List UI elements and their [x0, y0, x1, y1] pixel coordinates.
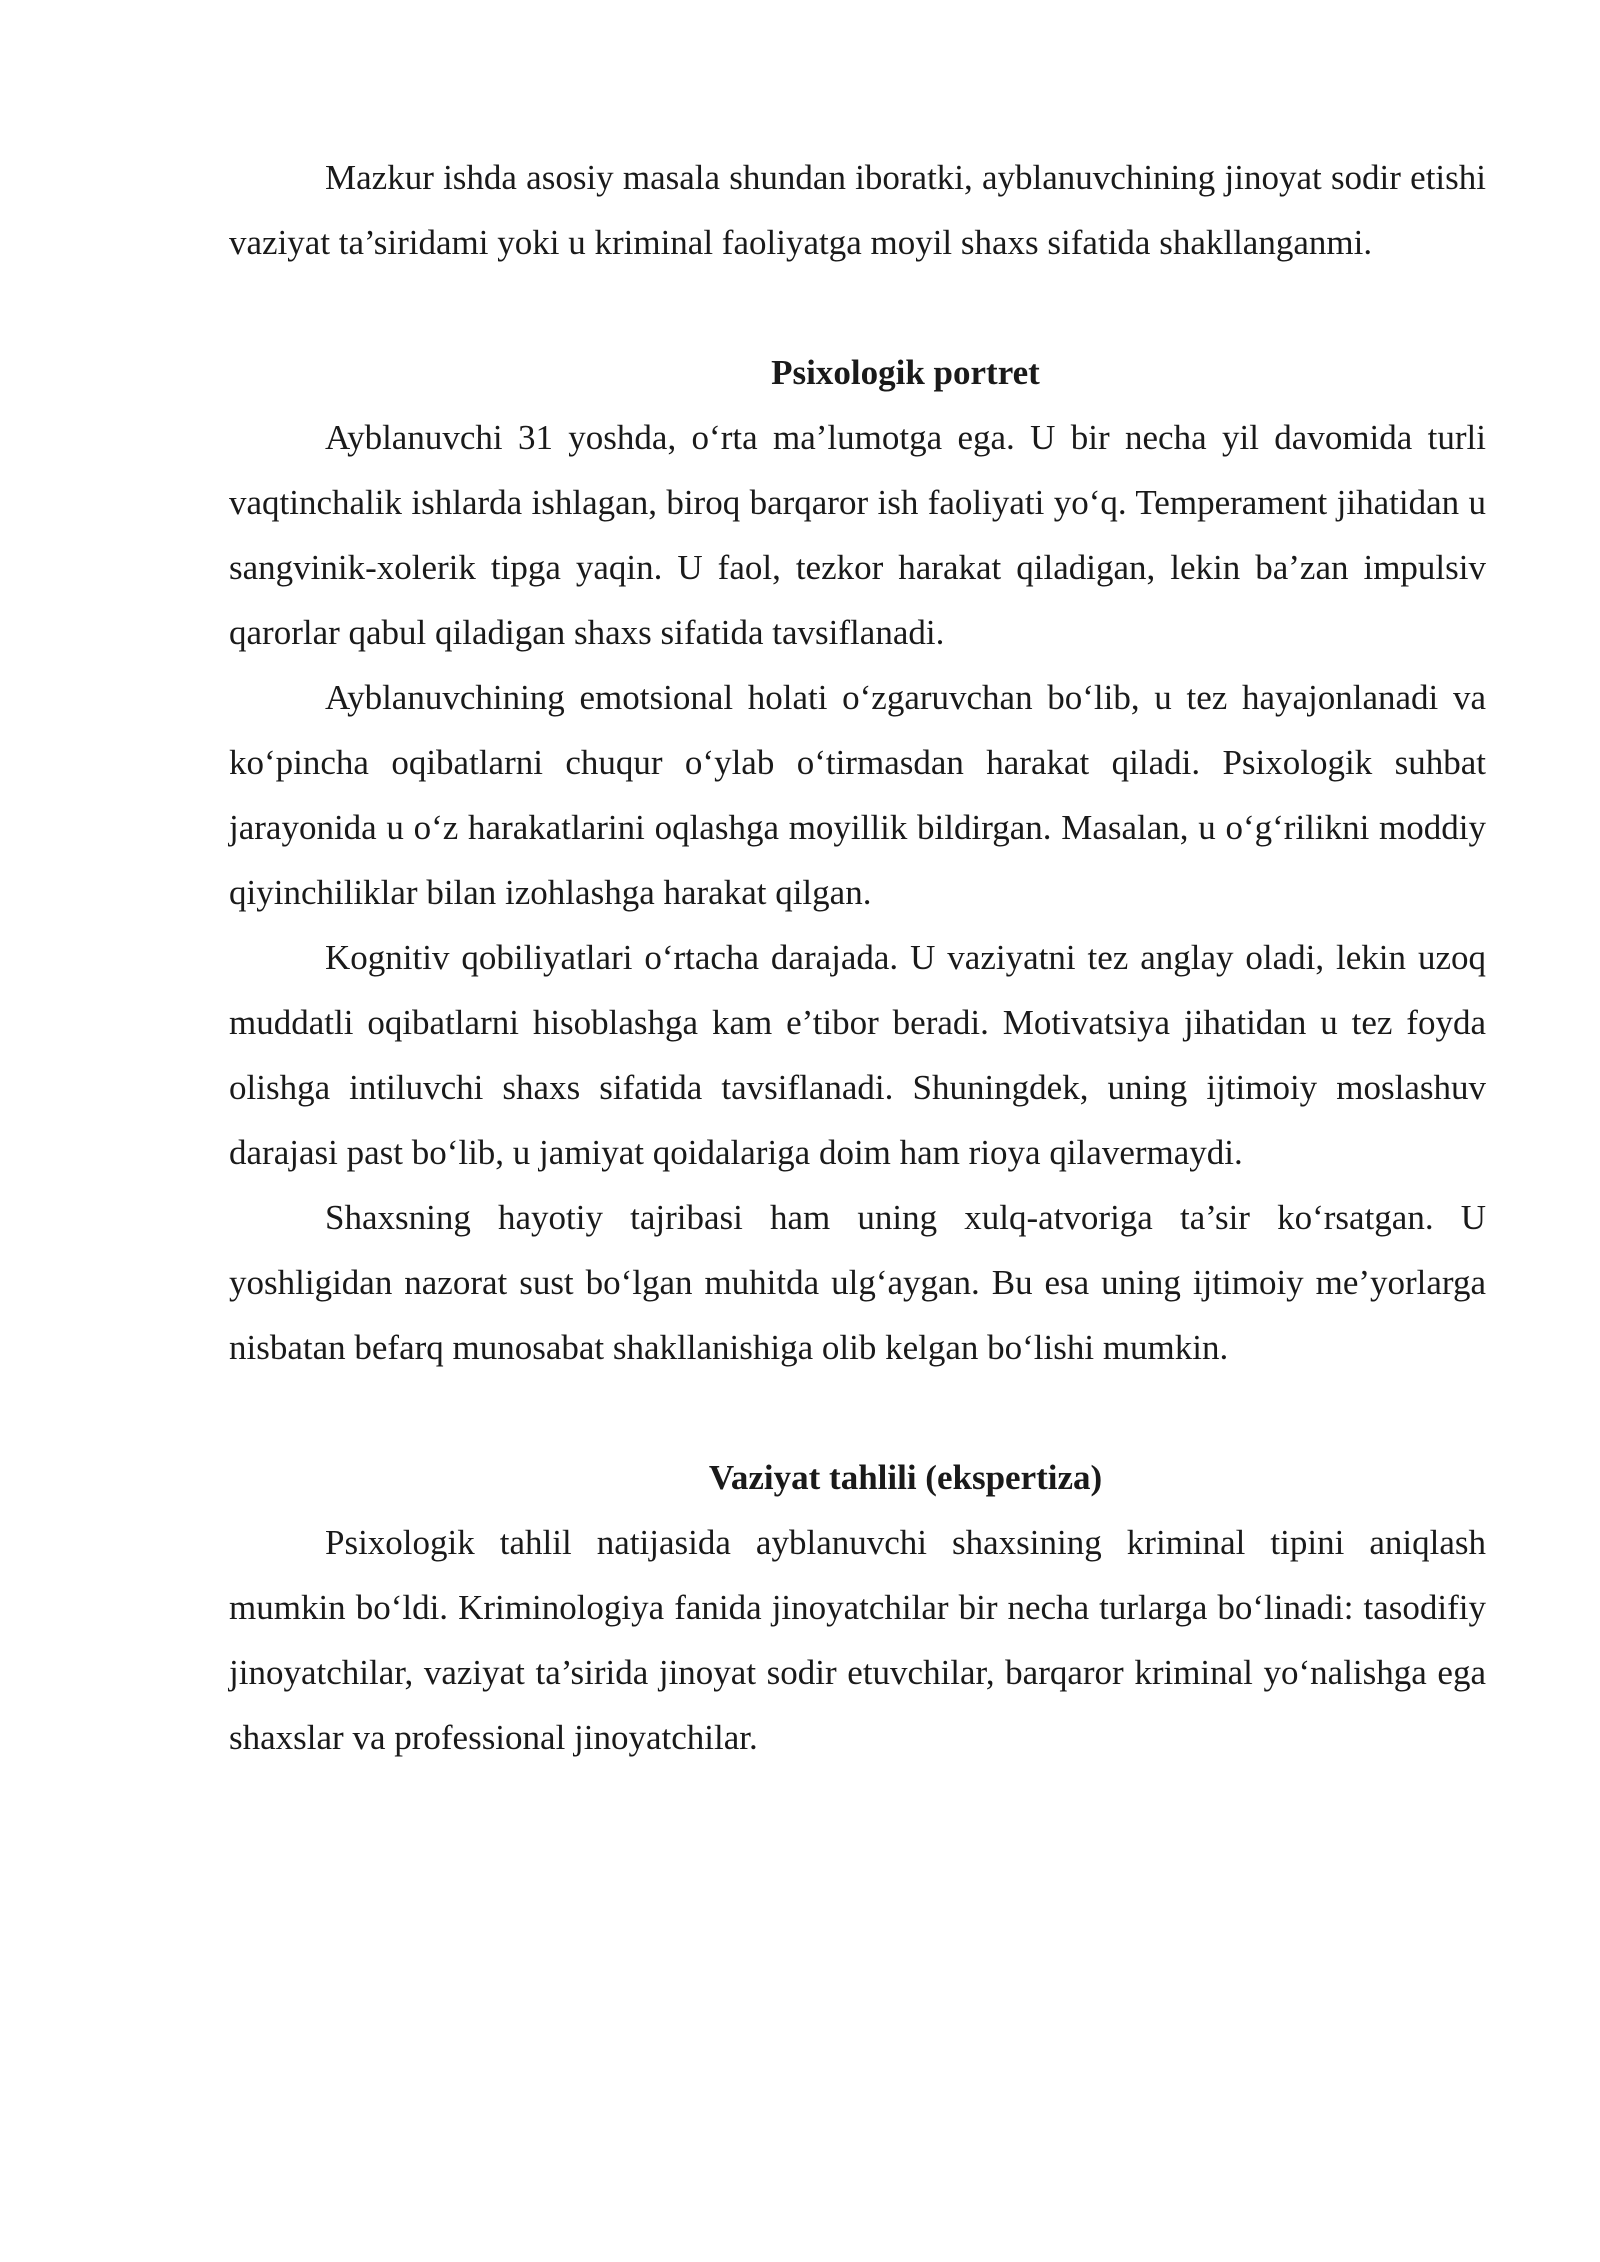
section-heading-situation-analysis: Vaziyat tahlili (ekspertiza) — [708, 1458, 1103, 1497]
intro-paragraph: Mazkur ishda asosiy masala shundan iboratki, ayblanuvchining jinoyat sodir etishi vaziyat ta’siridami yoki u kriminal faoliyatga moyil shaxs sifatida shakllanganmi. — [229, 158, 1486, 262]
body-paragraph: Kognitiv qobiliyatlari o‘rtacha darajada. U vaziyatni tez anglay oladi, lekin uzoq muddatli oqibatlarni hisoblashga kam e’tibor beradi. Motivatsiya jihatidan u tez foyda olishga intiluvchi shaxs sifatida tavsiflanadi. Shuningdek, uning ijtimoiy moslashuv darajasi past bo‘lib, u jamiyat qoidalariga doim ham rioya qilavermaydi. — [229, 938, 1486, 1172]
body-paragraph: Psixologik tahlil natijasida ayblanuvchi shaxsining kriminal tipini aniqlash mumkin bo‘ldi. Kriminologiya fanida jinoyatchilar bir necha turlarga bo‘linadi: tasodifiy jinoyatchilar, vaziyat ta’sirida jinoyat sodir etuvchilar, barqaror kriminal yo‘nalishga ega shaxslar va professional jinoyatchilar. — [229, 1523, 1486, 1757]
body-paragraph: Shaxsning hayotiy tajribasi ham uning xulq-atvoriga ta’sir ko‘rsatgan. U yoshligidan nazorat sust bo‘lgan muhitda ulg‘aygan. Bu esa uning ijtimoiy me’yorlarga nisbatan befarq munosabat shakllanishiga olib kelgan bo‘lishi mumkin. — [229, 1198, 1486, 1367]
section-spacer — [229, 1380, 1486, 1445]
body-paragraph: Ayblanuvchi 31 yoshda, o‘rta ma’lumotga ega. U bir necha yil davomida turli vaqtinchalik ishlarda ishlagan, biroq barqaror ish faoliyati yo‘q. Temperament jihatidan u sangvinik-xolerik tipga yaqin. U faol, tezkor harakat qiladigan, lekin ba’zan impulsiv qarorlar qabul qiladigan shaxs sifatida tavsiflanadi. — [229, 418, 1486, 652]
body-paragraph: Ayblanuvchining emotsional holati o‘zgaruvchan bo‘lib, u tez hayajonlanadi va ko‘pincha oqibatlarni chuqur o‘ylab o‘tirmasdan harakat qiladi. Psixologik suhbat jarayonida u o‘z harakatlarini oqlashga moyillik bildirgan. Masalan, u o‘g‘rilikni moddiy qiyinchiliklar bilan izohlashga harakat qilgan. — [229, 678, 1486, 912]
section-heading-psychological-portrait: Psixologik portret — [771, 353, 1040, 392]
section-spacer — [229, 275, 1486, 340]
